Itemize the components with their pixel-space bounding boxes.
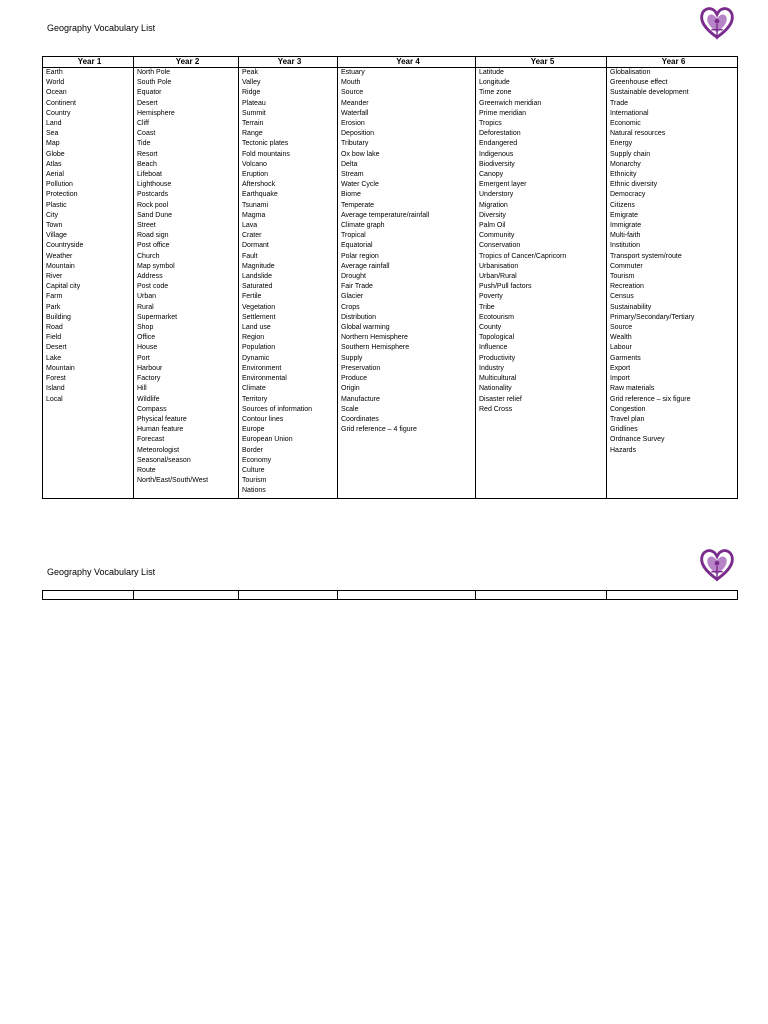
vocabulary-word: Global warming <box>341 324 390 332</box>
vocabulary-word: North/East/South/West <box>137 477 209 485</box>
vocabulary-word: Physical feature <box>137 415 187 423</box>
vocabulary-word: Energy <box>610 140 633 148</box>
vocabulary-word: Tide <box>137 140 151 148</box>
vocabulary-word: Pollution <box>46 181 73 189</box>
vocabulary-word: Understory <box>479 191 514 199</box>
vocabulary-word: Globe <box>46 150 65 158</box>
vocabulary-word: Congestion <box>610 405 646 413</box>
vocabulary-word: Transport system/route <box>610 252 682 260</box>
vocabulary-word: Saturated <box>242 283 273 291</box>
vocabulary-word: Rural <box>137 303 154 311</box>
column-header: Year 6 <box>607 57 738 68</box>
vocabulary-word: Postcards <box>137 191 169 199</box>
vocabulary-word: Countryside <box>46 242 84 250</box>
vocabulary-word: Deforestation <box>479 130 521 138</box>
vocabulary-word: Plateau <box>242 99 266 107</box>
vocabulary-word: Land use <box>242 324 271 332</box>
word-list-cell <box>239 68 338 499</box>
vocabulary-word: Ordnance Survey <box>610 436 665 444</box>
vocabulary-word: Country <box>46 109 71 117</box>
vocabulary-word: Erosion <box>341 120 365 128</box>
vocabulary-word: Desert <box>46 344 67 352</box>
vocabulary-word: Urban <box>137 293 157 301</box>
vocabulary-word: Climate graph <box>341 222 385 230</box>
vocabulary-word: Tributary <box>341 140 369 148</box>
vocabulary-word: Democracy <box>610 191 646 199</box>
vocabulary-word: Environmental <box>242 375 287 383</box>
vocabulary-word: Fair Trade <box>341 283 373 291</box>
word-list-cell <box>607 68 738 499</box>
vocabulary-word: Factory <box>137 375 161 383</box>
vocabulary-word: Influence <box>479 344 508 352</box>
vocabulary-word: Church <box>137 252 160 260</box>
vocabulary-word: Immigrate <box>610 222 642 230</box>
vocabulary-word: Canopy <box>479 171 504 179</box>
vocabulary-word: Tropical <box>341 232 366 240</box>
vocabulary-word: Prime meridian <box>479 109 527 117</box>
vocabulary-word: Topological <box>479 334 515 342</box>
word-list-cell <box>338 68 476 499</box>
heart-logo-icon <box>698 4 736 44</box>
vocabulary-word: Origin <box>341 385 360 393</box>
vocabulary-word: Supply <box>341 354 363 362</box>
vocabulary-word: Farm <box>46 293 63 301</box>
vocabulary-word: Equatorial <box>341 242 373 250</box>
vocabulary-word: Fault <box>242 252 258 260</box>
vocabulary-word: Tropics of Cancer/Capricorn <box>479 252 567 260</box>
page-title: Geography Vocabulary List <box>47 23 156 33</box>
vocabulary-word: Gridlines <box>610 426 638 434</box>
vocabulary-word: Sustainable development <box>610 89 689 97</box>
vocabulary-word: Red Cross <box>479 405 513 413</box>
vocabulary-word: Meteorologist <box>137 446 180 454</box>
vocabulary-word: Earthquake <box>242 191 278 199</box>
vocabulary-word: Magma <box>242 211 266 219</box>
vocabulary-word: Volcano <box>242 160 267 168</box>
vocabulary-word: Sources of information <box>242 405 313 413</box>
vocabulary-word: Nations <box>242 487 266 495</box>
vocabulary-table <box>42 56 738 499</box>
vocabulary-word: Contour lines <box>242 415 284 423</box>
vocabulary-word: Ecotourism <box>479 313 515 321</box>
vocabulary-word: Grid reference – six figure <box>610 395 691 403</box>
vocabulary-word: Building <box>46 313 71 321</box>
vocabulary-word: Wealth <box>610 334 632 342</box>
vocabulary-word: Range <box>242 130 263 138</box>
vocabulary-word: Village <box>46 232 67 240</box>
vocabulary-word: Longitude <box>479 79 510 87</box>
vocabulary-word: Average rainfall <box>341 262 390 270</box>
vocabulary-word: Human feature <box>137 426 184 434</box>
column-header: Year 1 <box>43 57 134 68</box>
vocabulary-word: Post office <box>137 242 170 250</box>
vocabulary-word: Office <box>137 334 156 342</box>
column-header: Year 2 <box>134 57 239 68</box>
vocabulary-word: Forest <box>46 375 66 383</box>
vocabulary-word: Institution <box>610 242 640 250</box>
vocabulary-word: Emergent layer <box>479 181 527 189</box>
vocabulary-word: Time zone <box>479 89 512 97</box>
vocabulary-word: Latitude <box>479 69 504 76</box>
vocabulary-word: Export <box>610 364 631 372</box>
vocabulary-word: Urban/Rural <box>479 273 517 281</box>
vocabulary-word: North Pole <box>137 69 171 76</box>
vocabulary-word: Local <box>46 395 63 403</box>
vocabulary-word: Multi-faith <box>610 232 641 240</box>
vocabulary-word: Palm Oil <box>479 222 506 230</box>
vocabulary-word: Travel plan <box>610 415 645 423</box>
vocabulary-word: Equator <box>137 89 162 97</box>
vocabulary-word: Garments <box>610 354 641 362</box>
vocabulary-word: Mountain <box>46 364 75 372</box>
vocabulary-word: Primary/Secondary/Tertiary <box>610 313 695 321</box>
vocabulary-word: Mountain <box>46 262 75 270</box>
vocabulary-table-empty <box>42 590 738 600</box>
vocabulary-word: Biome <box>341 191 361 199</box>
vocabulary-word: Desert <box>137 99 158 107</box>
vocabulary-word: Tribe <box>479 303 495 311</box>
vocabulary-word: Capital city <box>46 283 81 291</box>
vocabulary-word: Park <box>46 303 61 311</box>
column-header: Year 5 <box>476 57 607 68</box>
vocabulary-word: Sustainability <box>610 303 652 311</box>
table-header-row <box>43 57 738 68</box>
vocabulary-word: Road <box>46 324 63 332</box>
vocabulary-word: Deposition <box>341 130 375 138</box>
vocabulary-word: Stream <box>341 171 364 179</box>
vocabulary-word: Town <box>46 222 63 230</box>
vocabulary-word: Globalisation <box>610 69 651 76</box>
vocabulary-word: Magnitude <box>242 262 275 270</box>
vocabulary-word: Greenhouse effect <box>610 79 668 87</box>
vocabulary-word: Import <box>610 375 630 383</box>
vocabulary-word: Water Cycle <box>341 181 379 189</box>
vocabulary-word: Distribution <box>341 313 377 321</box>
vocabulary-word: Border <box>242 446 264 454</box>
vocabulary-word: Address <box>137 273 163 281</box>
vocabulary-word: Census <box>610 293 634 301</box>
vocabulary-word: Summit <box>242 109 266 117</box>
vocabulary-word: Beach <box>137 160 157 168</box>
vocabulary-word: Estuary <box>341 69 365 76</box>
vocabulary-word: Sand Dune <box>137 211 173 219</box>
vocabulary-word: Land <box>46 120 62 128</box>
vocabulary-word: Forecast <box>137 436 165 444</box>
vocabulary-word: Grid reference – 4 figure <box>341 426 417 434</box>
vocabulary-word: Plastic <box>46 201 67 209</box>
vocabulary-word: Wildlife <box>137 395 160 403</box>
vocabulary-word: Community <box>479 232 515 240</box>
page-title-2: Geography Vocabulary List <box>47 567 156 577</box>
vocabulary-word: City <box>46 211 59 219</box>
vocabulary-word: Waterfall <box>341 109 369 117</box>
vocabulary-word: Nationality <box>479 385 512 393</box>
empty-cell <box>476 591 607 600</box>
vocabulary-word: Dormant <box>242 242 269 250</box>
vocabulary-word: Island <box>46 385 65 393</box>
vocabulary-word: World <box>46 79 65 87</box>
vocabulary-word: Ethnic diversity <box>610 181 658 189</box>
empty-cell <box>43 591 134 600</box>
vocabulary-word: Citizens <box>610 201 635 209</box>
vocabulary-word: Crops <box>341 303 360 311</box>
vocabulary-word: Fold mountains <box>242 150 290 158</box>
vocabulary-word: Economic <box>610 120 641 128</box>
vocabulary-word: Ocean <box>46 89 67 97</box>
vocabulary-word: Dynamic <box>242 354 270 362</box>
vocabulary-word: Route <box>137 466 156 474</box>
vocabulary-word: Population <box>242 344 276 352</box>
empty-cell <box>607 591 738 600</box>
column-header: Year 4 <box>338 57 476 68</box>
vocabulary-word: Terrain <box>242 120 264 128</box>
word-list-cell <box>134 68 239 499</box>
vocabulary-word: Emigrate <box>610 211 639 219</box>
vocabulary-word: Productivity <box>479 354 516 362</box>
vocabulary-word: Preservation <box>341 364 381 372</box>
vocabulary-word: Climate <box>242 385 266 393</box>
vocabulary-word: Indigenous <box>479 150 514 158</box>
vocabulary-word: Multicultural <box>479 375 517 383</box>
vocabulary-word: Labour <box>610 344 632 352</box>
vocabulary-word: Aerial <box>46 171 64 179</box>
vocabulary-word: Continent <box>46 99 76 107</box>
table-row <box>43 68 738 499</box>
vocabulary-word: House <box>137 344 158 352</box>
vocabulary-word: Industry <box>479 364 504 372</box>
vocabulary-word: Temperate <box>341 201 375 209</box>
vocabulary-word: Produce <box>341 375 368 383</box>
table-row <box>43 591 738 600</box>
vocabulary-word: Endangered <box>479 140 518 148</box>
vocabulary-word: Disaster relief <box>479 395 522 403</box>
vocabulary-word: Hill <box>137 385 147 393</box>
vocabulary-word: Resort <box>137 150 158 158</box>
vocabulary-word: County <box>479 324 502 332</box>
vocabulary-word: Vegetation <box>242 303 276 311</box>
vocabulary-word: Hemisphere <box>137 109 175 117</box>
vocabulary-word: Settlement <box>242 313 276 321</box>
vocabulary-word: Tectonic plates <box>242 140 289 148</box>
vocabulary-word: Compass <box>137 405 167 413</box>
vocabulary-word: Polar region <box>341 252 379 260</box>
vocabulary-word: Shop <box>137 324 154 332</box>
vocabulary-word: Mouth <box>341 79 361 87</box>
vocabulary-word: Port <box>137 354 150 362</box>
vocabulary-word: Earth <box>46 69 63 76</box>
vocabulary-word: Push/Pull factors <box>479 283 532 291</box>
vocabulary-word: Post code <box>137 283 169 291</box>
word-list-cell <box>476 68 607 499</box>
vocabulary-word: Road sign <box>137 232 169 240</box>
vocabulary-word: Recreation <box>610 283 644 291</box>
vocabulary-word: Street <box>137 222 156 230</box>
vocabulary-word: Migration <box>479 201 508 209</box>
vocabulary-word: Drought <box>341 273 366 281</box>
vocabulary-word: Supermarket <box>137 313 178 321</box>
vocabulary-word: Field <box>46 334 62 342</box>
vocabulary-word: Source <box>341 89 364 97</box>
vocabulary-word: Supply chain <box>610 150 651 158</box>
heart-logo-icon <box>698 546 736 586</box>
vocabulary-word: Conservation <box>479 242 521 250</box>
vocabulary-word: Harbour <box>137 364 163 372</box>
vocabulary-word: Ox bow lake <box>341 150 380 158</box>
vocabulary-word: Urbanisation <box>479 262 519 270</box>
vocabulary-word: Northern Hemisphere <box>341 334 408 342</box>
vocabulary-word: Natural resources <box>610 130 666 138</box>
vocabulary-word: Tourism <box>242 477 267 485</box>
vocabulary-word: Tourism <box>610 273 635 281</box>
vocabulary-word: Diversity <box>479 211 506 219</box>
vocabulary-word: Coordinates <box>341 415 379 423</box>
vocabulary-word: Cliff <box>137 120 149 128</box>
vocabulary-word: Hazards <box>610 446 637 454</box>
vocabulary-word: Rock pool <box>137 201 169 209</box>
vocabulary-word: Glacier <box>341 293 364 301</box>
vocabulary-word: Atlas <box>46 160 62 168</box>
vocabulary-word: Protection <box>46 191 78 199</box>
vocabulary-word: Eruption <box>242 171 269 179</box>
vocabulary-word: Ethnicity <box>610 171 637 179</box>
vocabulary-word: Greenwich meridian <box>479 99 542 107</box>
vocabulary-word: Tropics <box>479 120 502 128</box>
empty-cell <box>239 591 338 600</box>
vocabulary-word: Lake <box>46 354 62 362</box>
vocabulary-word: Valley <box>242 79 261 87</box>
empty-cell <box>338 591 476 600</box>
vocabulary-word: Aftershock <box>242 181 276 189</box>
vocabulary-word: Environment <box>242 364 282 372</box>
vocabulary-word: Source <box>610 324 633 332</box>
vocabulary-word: Crater <box>242 232 262 240</box>
vocabulary-word: Monarchy <box>610 160 641 168</box>
vocabulary-word: Weather <box>46 252 73 260</box>
vocabulary-word: Meander <box>341 99 369 107</box>
vocabulary-word: Landslide <box>242 273 272 281</box>
vocabulary-word: Peak <box>242 69 258 76</box>
vocabulary-word: Average temperature/rainfall <box>341 211 430 219</box>
vocabulary-word: Culture <box>242 466 265 474</box>
vocabulary-word: Sea <box>46 130 59 138</box>
vocabulary-word: International <box>610 109 649 117</box>
vocabulary-word: Fertile <box>242 293 262 301</box>
vocabulary-word: Lighthouse <box>137 181 172 189</box>
vocabulary-word: European Union <box>242 436 293 444</box>
vocabulary-word: Lava <box>242 222 258 230</box>
vocabulary-word: Economy <box>242 456 272 464</box>
word-list-cell <box>43 68 134 499</box>
column-header: Year 3 <box>239 57 338 68</box>
vocabulary-word: Tsunami <box>242 201 269 209</box>
vocabulary-word: Europe <box>242 426 265 434</box>
vocabulary-word: Southern Hemisphere <box>341 344 410 352</box>
vocabulary-word: Region <box>242 334 265 342</box>
vocabulary-word: Delta <box>341 160 358 168</box>
vocabulary-word: Ridge <box>242 89 261 97</box>
vocabulary-word: River <box>46 273 63 281</box>
vocabulary-word: Scale <box>341 405 359 413</box>
vocabulary-word: Commuter <box>610 262 643 270</box>
vocabulary-word: Map <box>46 140 60 148</box>
empty-cell <box>134 591 239 600</box>
vocabulary-word: Seasonal/season <box>137 456 191 464</box>
vocabulary-word: Territory <box>242 395 268 403</box>
vocabulary-word: Trade <box>610 99 629 107</box>
vocabulary-word: South Pole <box>137 79 172 87</box>
vocabulary-word: Map symbol <box>137 262 175 270</box>
vocabulary-word: Coast <box>137 130 156 138</box>
vocabulary-word: Biodiversity <box>479 160 515 168</box>
vocabulary-word: Poverty <box>479 293 503 301</box>
vocabulary-word: Raw materials <box>610 385 655 393</box>
vocabulary-word: Lifeboat <box>137 171 162 179</box>
vocabulary-word: Manufacture <box>341 395 380 403</box>
